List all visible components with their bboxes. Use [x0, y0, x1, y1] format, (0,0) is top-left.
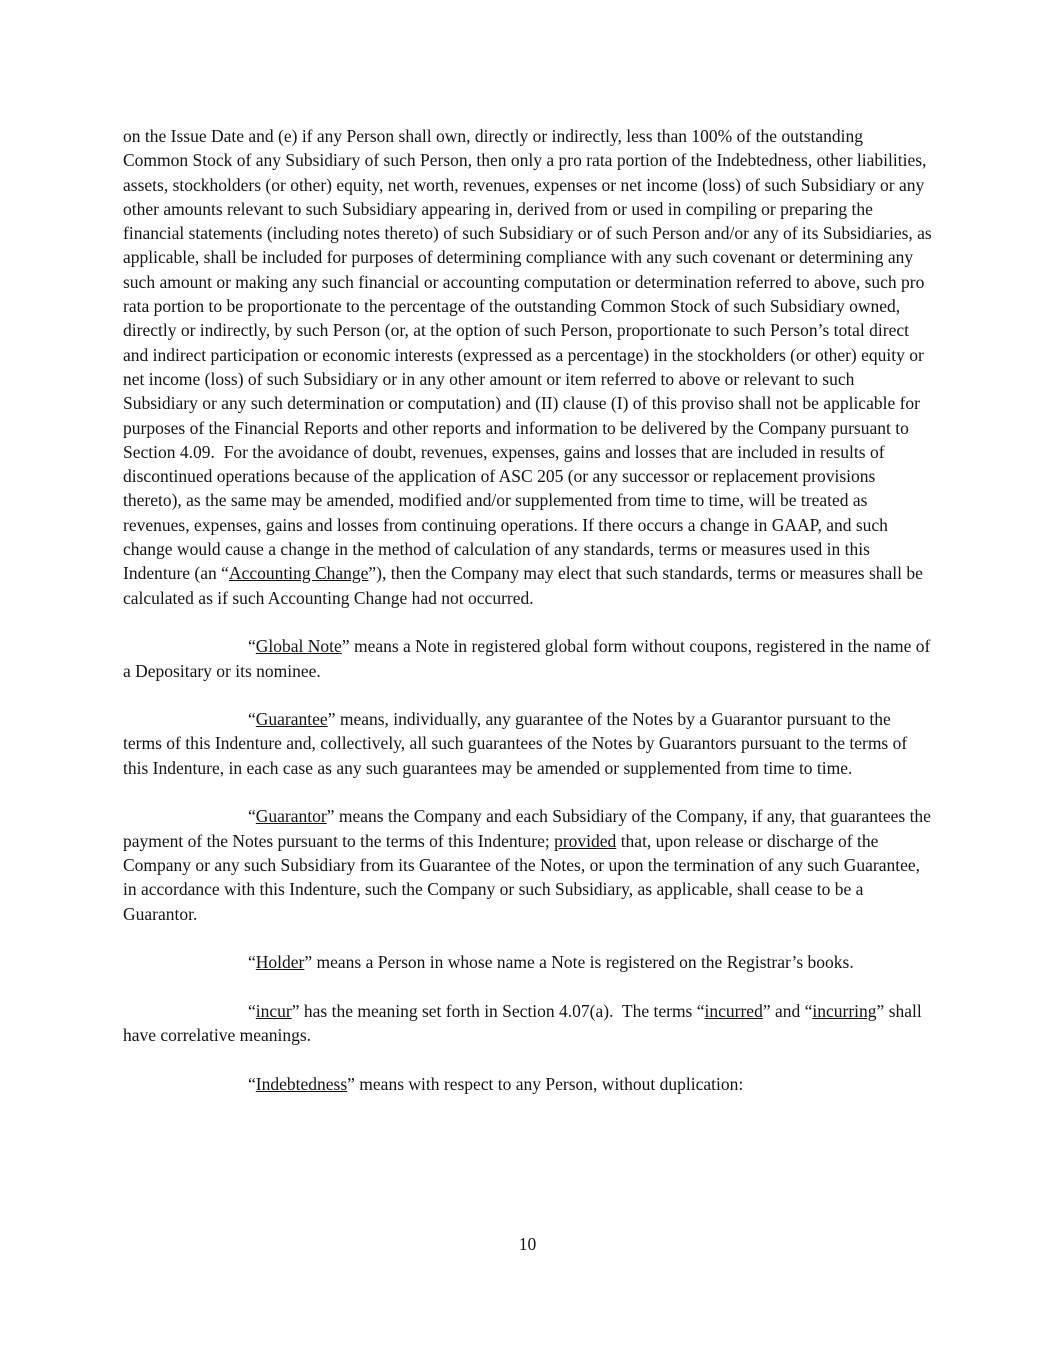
text-run: “: [248, 952, 256, 973]
defined-term: incur: [255, 1000, 292, 1021]
text-run: ” means, individually, any guarantee of the Notes by a Guarantor pursuant to the terms of this Indenture and, collectively, all such guarantees of the Notes by Guarantors pursuant to the terms of this Indenture, in each case as any such guarantees may be amended or supplemented from time to time.: [123, 709, 908, 778]
defined-term: Holder: [255, 952, 305, 973]
text-run: that, upon release or discharge of the Company or any such Subsidiary from its Guarantee of the Notes, or upon the termination of any such Guarantee, in accordance with this Indenture, such the Company or such Subsidiary, as applicable, shall cease to be a Guarantor.: [123, 830, 921, 924]
text-run: ” shall have correlative meanings.: [123, 1000, 922, 1045]
defined-term: provided: [554, 830, 617, 851]
paragraph: [123, 950, 932, 974]
text-run: ” means with respect to any Person, without duplication:: [347, 1073, 744, 1094]
page-number: 10: [518, 1234, 537, 1254]
text-run: “: [248, 1000, 256, 1021]
text-run: “: [248, 636, 256, 657]
text-run: ”), then the Company may elect that such standards, terms or measures shall be calculated as if such Accounting Change had not occurred.: [123, 563, 923, 608]
text-run: ” means a Note in registered global form without coupons, registered in the name of a Depositary or its nominee.: [123, 636, 931, 681]
paragraph: [123, 804, 932, 925]
text-run: ” means the Company and each Subsidiary of the Company, if any, that guarantees the payment of the Notes pursuant to the terms of this Indenture;: [123, 806, 931, 851]
text-run: ” means a Person in whose name a Note is registered on the Registrar’s books.: [304, 952, 854, 973]
defined-term: Guarantor: [255, 806, 327, 827]
text-run: “: [248, 709, 256, 730]
paragraph: [123, 124, 932, 610]
defined-term: Global Note: [255, 636, 342, 657]
text-run: ” and “: [762, 1000, 813, 1021]
defined-term: incurring: [812, 1000, 877, 1021]
paragraph: [123, 1072, 932, 1096]
paragraph: [123, 999, 932, 1048]
defined-term: Indebtedness: [255, 1073, 348, 1094]
document-body: [123, 124, 932, 1120]
paragraph: [123, 707, 932, 780]
paragraph: [123, 634, 932, 683]
text-run: “: [248, 1073, 256, 1094]
defined-term: incurred: [704, 1000, 763, 1021]
defined-term: Guarantee: [255, 709, 328, 730]
text-run: on the Issue Date and (e) if any Person shall own, directly or indirectly, less than 100% of the outstanding Common Stock of any Subsidiary of such Person, then only a pro rata portion of the Indebtedness, other liabilities, assets, stockholders (or other) equity, net worth, revenues, expenses or net income (loss) of such Subsidiary or any other amounts relevant to such Subsidiary appearing in, derived from or used in compiling or preparing the financial statements (including notes thereto) of such Subsidiary or of such Person and/or any of its Subsidiaries, as applicable, shall be included for purposes of determining compliance with any such covenant or determining any such amount or making any such financial or accounting computation or determination referred to above, such pro rata portion to be proportionate to the percentage of the outstanding Common Stock of such Subsidiary owned, directly or indirectly, by such Person (or, at the option of such Person, proportionate to such Person’s total direct and indirect participation or economic interests (expressed as a percentage) in the stockholders (or other) equity or net income (loss) of such Subsidiary or in any other amount or item referred to above or relevant to such Subsidiary or any such determination or computation) and (II) clause (I) of this proviso shall not be applicable for purposes of the Financial Reports and other reports and information to be delivered by the Company pursuant to Section 4.09. For the avoidance of doubt, revenues, expenses, gains and losses that are included in results of discontinued operations because of the application of ASC 205 (or any successor or replacement provisions thereto), as the same may be amended, modified and/or supplemented from time to time, will be treated as revenues, expenses, gains and losses from continuing operations. If there occurs a change in GAAP, and such change would cause a change in the method of calculation of any standards, terms or measures used in this Indenture (an “: [123, 126, 932, 584]
text-run: ” has the meaning set forth in Section 4.07(a). The terms “: [291, 1000, 705, 1021]
defined-term: Accounting Change: [228, 563, 369, 584]
text-run: “: [248, 806, 256, 827]
